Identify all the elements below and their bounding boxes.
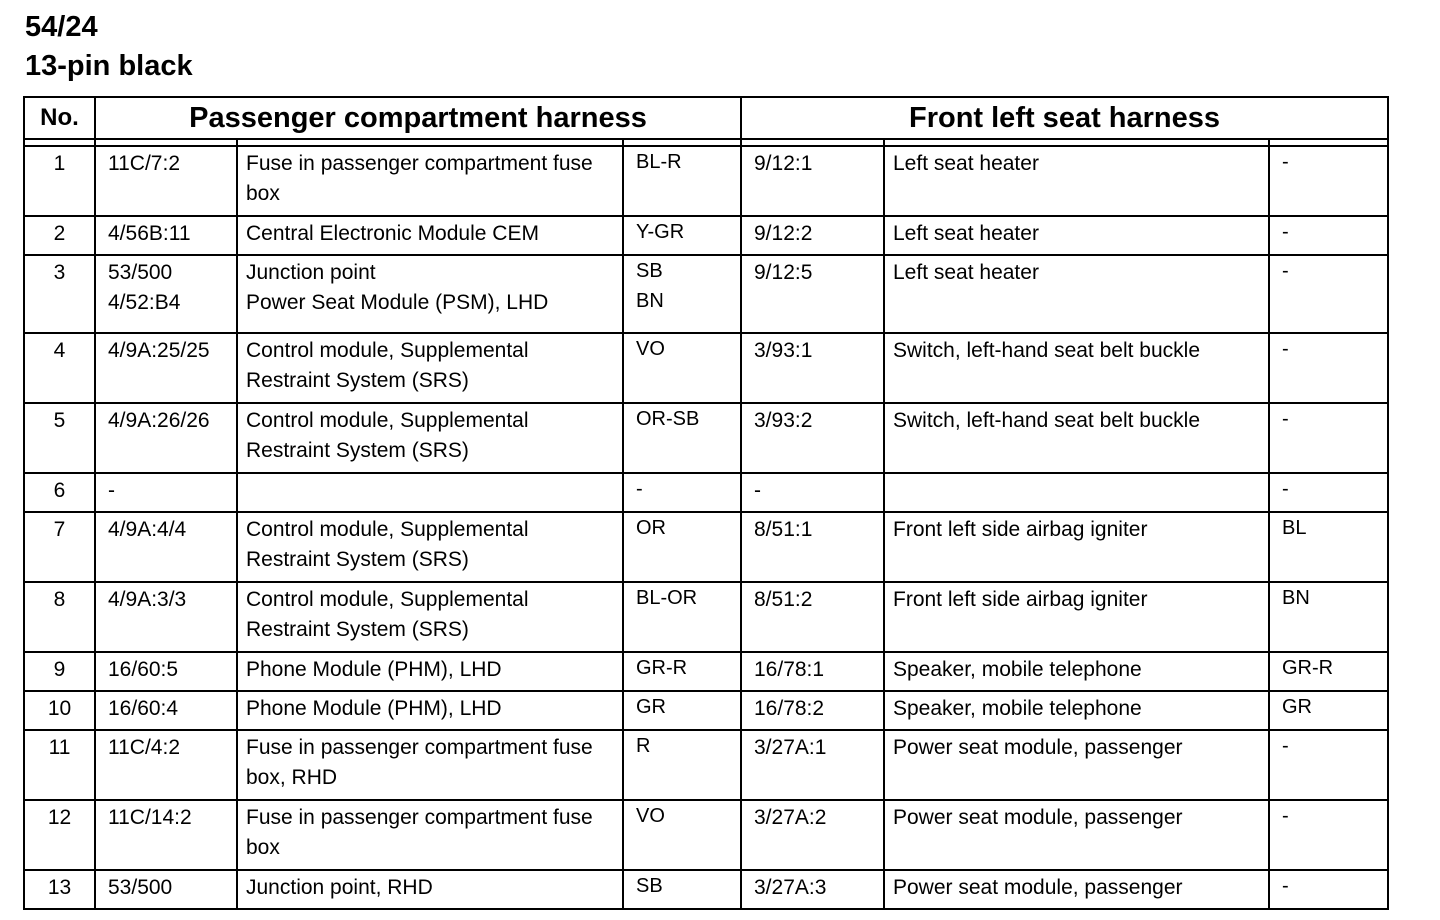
passenger-wire-color-text: GR-R [636, 657, 688, 679]
pin-number-text: 2 [53, 222, 66, 245]
passenger-wire-color [623, 652, 741, 691]
pin-number-text: 12 [47, 806, 72, 829]
passenger-description-text: Fuse in passenger compartment fuse box, RHD [246, 736, 593, 789]
passenger-code-text: - [108, 479, 115, 502]
seat-wire-color-text: - [1282, 260, 1289, 282]
seat-code-text: 8/51:1 [754, 518, 813, 541]
passenger-description [237, 652, 623, 691]
passenger-code [95, 870, 237, 909]
passenger-description [237, 255, 623, 333]
passenger-description-text: Control module, Supplemental Restraint System (SRS) [246, 409, 529, 462]
pin-number-text: 8 [53, 588, 66, 611]
table-row [24, 730, 1388, 800]
seat-code-text: 9/12:2 [754, 222, 813, 245]
passenger-code-text: 4/9A:25/25 [108, 339, 210, 362]
passenger-wire-color [623, 582, 741, 652]
passenger-code [95, 512, 237, 582]
header-passenger-harness: Passenger compartment harness [95, 97, 741, 139]
pin-number-text: 13 [47, 876, 72, 899]
passenger-description-text: Fuse in passenger compartment fuse box [246, 806, 593, 859]
passenger-wire-color [623, 512, 741, 582]
seat-code [741, 403, 884, 473]
seat-description-text: Front left side airbag igniter [893, 588, 1148, 611]
seat-description-text: Power seat module, passenger [893, 806, 1183, 829]
seat-wire-color-text: - [1282, 221, 1289, 243]
table-row [24, 216, 1388, 255]
passenger-code-text: 4/9A:4/4 [108, 518, 187, 541]
seat-code [741, 691, 884, 730]
pin-number-text: 10 [47, 697, 72, 720]
seat-wire-color [1269, 403, 1388, 473]
pin-number-text: 6 [53, 479, 66, 502]
seat-code [741, 333, 884, 403]
pin-number [24, 800, 95, 870]
table-row [24, 403, 1388, 473]
header-no: No. [24, 97, 95, 139]
passenger-wire-color-text: Y-GR [636, 221, 685, 243]
passenger-description [237, 800, 623, 870]
pin-number [24, 216, 95, 255]
seat-wire-color [1269, 691, 1388, 730]
pin-number [24, 512, 95, 582]
seat-wire-color [1269, 216, 1388, 255]
passenger-wire-color [623, 403, 741, 473]
passenger-code [95, 582, 237, 652]
passenger-description-text: Control module, Supplemental Restraint System (SRS) [246, 588, 529, 641]
pin-number-text: 11 [48, 736, 71, 759]
passenger-code-text: 4/56B:11 [108, 222, 191, 245]
passenger-description [237, 473, 623, 512]
pin-number [24, 582, 95, 652]
pin-number-text: 5 [53, 409, 66, 432]
seat-description [884, 255, 1269, 333]
pin-number-text: 3 [53, 261, 66, 284]
seat-wire-color-text: - [1282, 735, 1289, 757]
passenger-wire-color [623, 730, 741, 800]
seat-code-text: 3/27A:1 [754, 736, 827, 759]
passenger-description-text: Control module, Supplemental Restraint System (SRS) [246, 339, 529, 392]
seat-code-text: 9/12:1 [754, 152, 813, 175]
table-row [24, 582, 1388, 652]
passenger-wire-color [623, 255, 741, 333]
seat-description-text: Power seat module, passenger [893, 736, 1183, 759]
passenger-wire-color-text: BL-OR [636, 587, 698, 609]
passenger-wire-color [623, 800, 741, 870]
seat-code [741, 512, 884, 582]
passenger-code [95, 255, 237, 333]
seat-description [884, 870, 1269, 909]
passenger-code-text: 4/52:B4 [108, 291, 181, 314]
passenger-description-text: Control module, Supplemental Restraint System (SRS) [246, 518, 529, 571]
seat-wire-color [1269, 652, 1388, 691]
passenger-code [95, 333, 237, 403]
passenger-description [237, 870, 623, 909]
passenger-code-text: 11C/4:2 [108, 736, 180, 759]
passenger-description [237, 216, 623, 255]
seat-code-text: - [754, 479, 761, 502]
seat-code-text: 16/78:2 [754, 697, 825, 720]
passenger-wire-color [623, 473, 741, 512]
seat-wire-color [1269, 582, 1388, 652]
pin-number [24, 146, 95, 216]
seat-description [884, 403, 1269, 473]
seat-description [884, 691, 1269, 730]
pin-number [24, 652, 95, 691]
seat-description-text: Left seat heater [893, 222, 1039, 245]
seat-code [741, 216, 884, 255]
seat-description-text: Left seat heater [893, 152, 1039, 175]
pin-number [24, 473, 95, 512]
passenger-wire-color-text: VO [636, 805, 665, 827]
seat-wire-color-text: BN [1282, 587, 1310, 609]
seat-description [884, 473, 1269, 512]
seat-wire-color [1269, 800, 1388, 870]
table-body [24, 139, 1388, 909]
seat-description [884, 146, 1269, 216]
pin-number-text: 1 [53, 152, 66, 175]
passenger-wire-color-text: OR [636, 517, 666, 539]
table-row [24, 146, 1388, 216]
seat-code [741, 255, 884, 333]
seat-description-text: Switch, left-hand seat belt buckle [893, 409, 1201, 432]
passenger-description-text: Junction point, RHD [246, 876, 433, 899]
passenger-wire-color-text: - [636, 478, 643, 500]
seat-code [741, 146, 884, 216]
passenger-code-text: 11C/7:2 [108, 152, 180, 175]
seat-wire-color [1269, 255, 1388, 333]
passenger-wire-color-text: BL-R [636, 151, 682, 173]
pin-number [24, 691, 95, 730]
passenger-code-text: 11C/14:2 [108, 806, 192, 829]
seat-code-text: 9/12:5 [754, 261, 813, 284]
seat-code [741, 473, 884, 512]
table-row [24, 255, 1388, 333]
table-row [24, 512, 1388, 582]
passenger-wire-color [623, 691, 741, 730]
seat-description [884, 652, 1269, 691]
passenger-description-text: Phone Module (PHM), LHD [246, 697, 502, 720]
seat-description-text: Switch, left-hand seat belt buckle [893, 339, 1201, 362]
passenger-wire-color-text: SB [636, 875, 663, 897]
connector-description: 13-pin black [25, 50, 193, 82]
seat-wire-color-text: GR-R [1282, 657, 1334, 679]
passenger-code-text: 53/500 [108, 876, 173, 899]
passenger-wire-color [623, 333, 741, 403]
seat-code-text: 3/27A:2 [754, 806, 827, 829]
header-spacer [24, 139, 1388, 146]
pin-number-text: 7 [53, 518, 66, 541]
seat-code [741, 870, 884, 909]
passenger-code-text: 4/9A:26/26 [108, 409, 210, 432]
seat-description [884, 216, 1269, 255]
passenger-description-text: Fuse in passenger compartment fuse box [246, 152, 593, 205]
passenger-wire-color [623, 870, 741, 909]
table-row [24, 333, 1388, 403]
seat-description-text: Speaker, mobile telephone [893, 658, 1142, 681]
passenger-description [237, 582, 623, 652]
seat-wire-color-text: - [1282, 338, 1289, 360]
passenger-code [95, 403, 237, 473]
pin-number [24, 730, 95, 800]
seat-description [884, 800, 1269, 870]
passenger-wire-color-text: SB [636, 260, 663, 282]
passenger-code [95, 800, 237, 870]
seat-wire-color [1269, 473, 1388, 512]
table-row [24, 800, 1388, 870]
seat-wire-color [1269, 333, 1388, 403]
passenger-description-text: Phone Module (PHM), LHD [246, 658, 502, 681]
seat-description-text: Power seat module, passenger [893, 876, 1183, 899]
seat-wire-color [1269, 146, 1388, 216]
passenger-code [95, 691, 237, 730]
passenger-code [95, 473, 237, 512]
seat-code [741, 730, 884, 800]
seat-code [741, 800, 884, 870]
passenger-wire-color [623, 146, 741, 216]
passenger-code [95, 652, 237, 691]
passenger-code [95, 146, 237, 216]
connector-id: 54/24 [25, 11, 98, 43]
seat-wire-color-text: - [1282, 408, 1289, 430]
passenger-code-text: 53/500 [108, 261, 173, 284]
passenger-description [237, 403, 623, 473]
passenger-description-text: Power Seat Module (PSM), LHD [246, 291, 549, 314]
seat-wire-color-text: BL [1282, 517, 1307, 539]
passenger-description [237, 146, 623, 216]
pin-number [24, 333, 95, 403]
pin-number [24, 255, 95, 333]
passenger-description [237, 730, 623, 800]
table-row [24, 652, 1388, 691]
pin-table [23, 96, 1389, 910]
seat-description [884, 582, 1269, 652]
seat-code-text: 8/51:2 [754, 588, 813, 611]
pin-number [24, 870, 95, 909]
seat-wire-color [1269, 730, 1388, 800]
header-seat-harness: Front left seat harness [741, 97, 1388, 139]
seat-code [741, 582, 884, 652]
pin-number [24, 403, 95, 473]
passenger-code [95, 730, 237, 800]
seat-code-text: 3/27A:3 [754, 876, 827, 899]
passenger-description-text: Junction point [246, 261, 376, 284]
passenger-code [95, 216, 237, 255]
seat-wire-color [1269, 870, 1388, 909]
passenger-code-text: 16/60:4 [108, 697, 179, 720]
table-row [24, 870, 1388, 909]
table-row [24, 473, 1388, 512]
passenger-wire-color-text: R [636, 735, 651, 757]
seat-description-text: Speaker, mobile telephone [893, 697, 1142, 720]
seat-description [884, 730, 1269, 800]
passenger-description [237, 333, 623, 403]
passenger-description-text: Central Electronic Module CEM [246, 222, 539, 245]
seat-wire-color-text: GR [1282, 696, 1312, 718]
seat-description-text [893, 476, 1260, 506]
seat-code-text: 3/93:2 [754, 409, 813, 432]
seat-wire-color-text: - [1282, 805, 1289, 827]
passenger-wire-color-text: BN [636, 290, 664, 312]
seat-wire-color-text: - [1282, 478, 1289, 500]
seat-description [884, 333, 1269, 403]
passenger-wire-color [623, 216, 741, 255]
pin-number-text: 9 [53, 658, 66, 681]
seat-wire-color-text: - [1282, 151, 1289, 173]
passenger-wire-color-text: GR [636, 696, 666, 718]
seat-description-text: Left seat heater [893, 261, 1039, 284]
seat-code-text: 16/78:1 [754, 658, 825, 681]
table-row [24, 691, 1388, 730]
passenger-wire-color-text: OR-SB [636, 408, 700, 430]
passenger-description [237, 512, 623, 582]
seat-code-text: 3/93:1 [754, 339, 813, 362]
passenger-description-text [246, 476, 614, 506]
passenger-description [237, 691, 623, 730]
seat-description-text: Front left side airbag igniter [893, 518, 1148, 541]
seat-code [741, 652, 884, 691]
seat-wire-color [1269, 512, 1388, 582]
passenger-code-text: 16/60:5 [108, 658, 179, 681]
seat-wire-color-text: - [1282, 875, 1289, 897]
passenger-code-text: 4/9A:3/3 [108, 588, 187, 611]
seat-description [884, 512, 1269, 582]
pin-number-text: 4 [53, 339, 66, 362]
passenger-wire-color-text: VO [636, 338, 665, 360]
